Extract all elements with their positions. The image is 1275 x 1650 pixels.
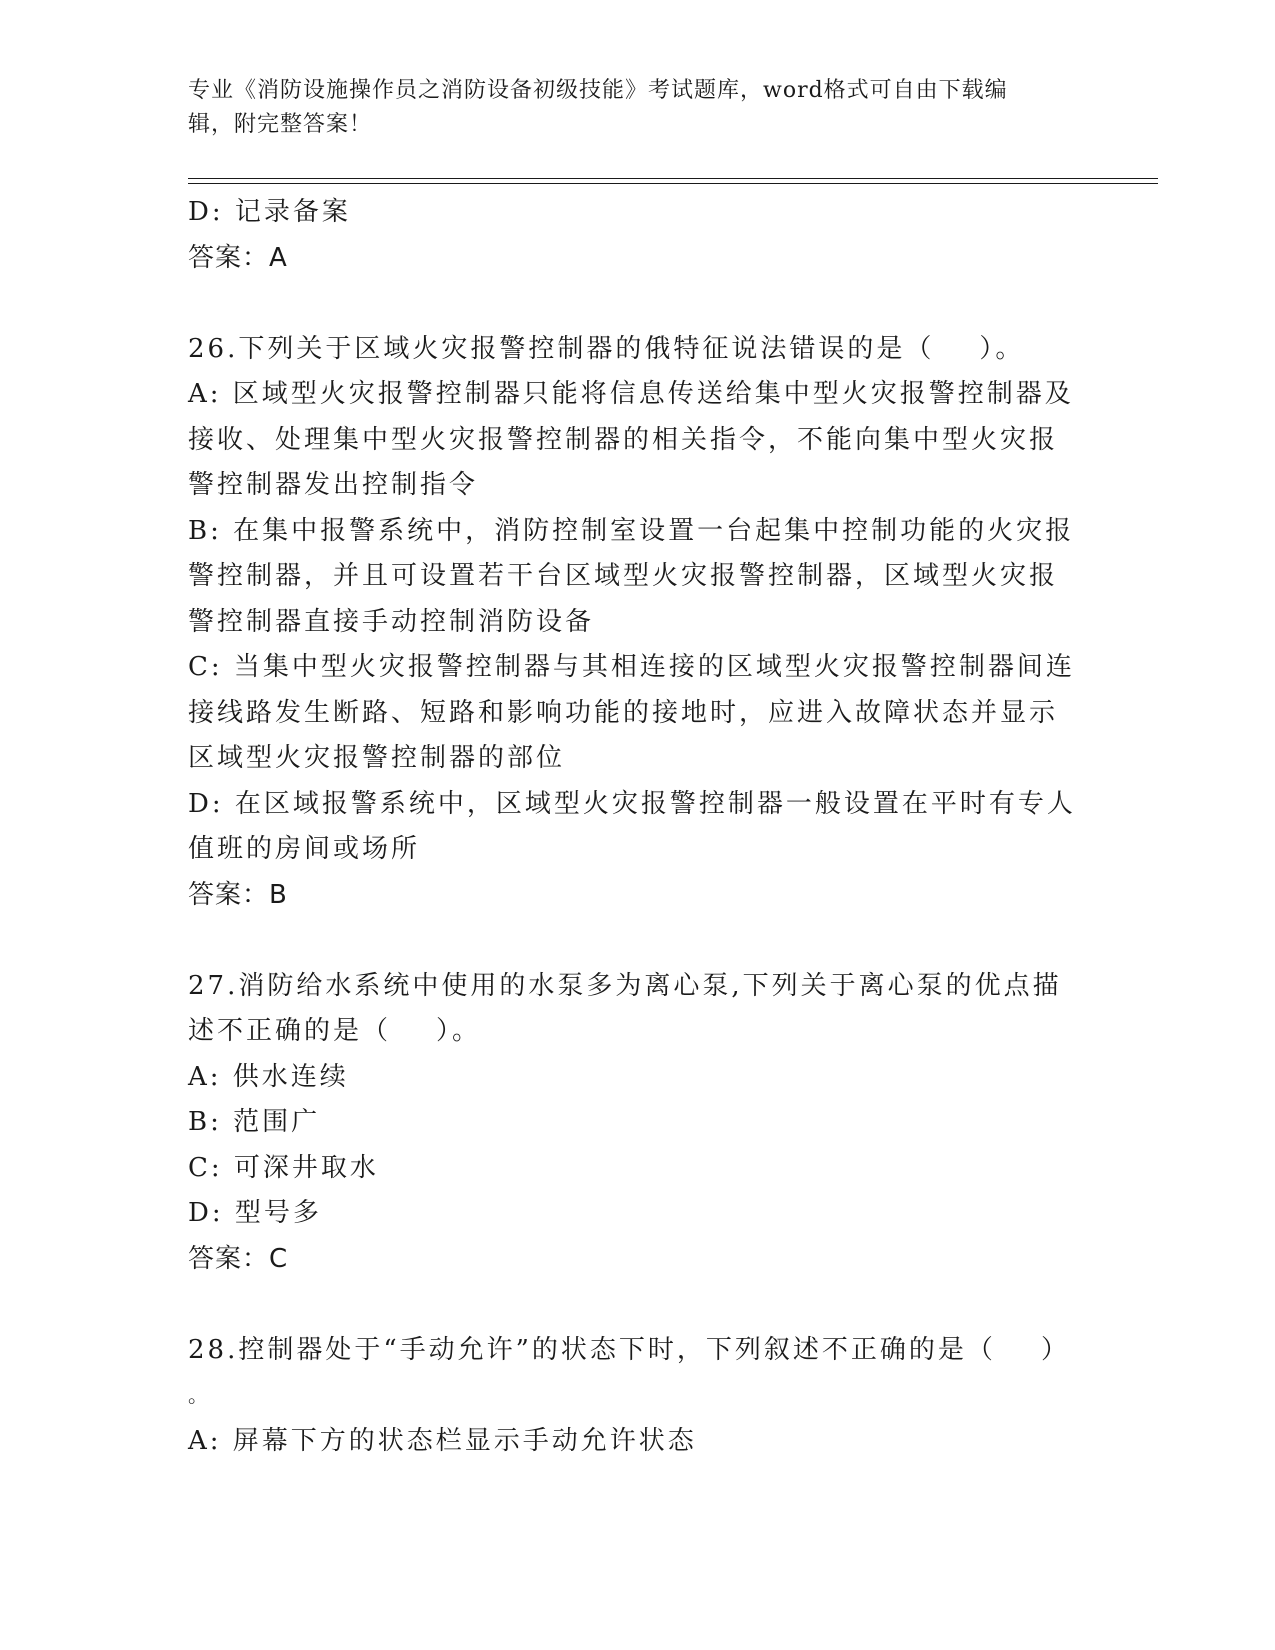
q27-stem-line-1: 27.消防给水系统中使用的水泵多为离心泵,下列关于离心泵的优点描 — [188, 970, 1062, 1001]
header-rule-bottom — [188, 183, 1158, 184]
q26-option-b-line-1: B: 在集中报警系统中，消防控制室设置一台起集中控制功能的火灾报 — [188, 515, 1075, 546]
q26-answer: 答案：B — [188, 879, 288, 910]
q26-option-a-line-3: 警控制器发出控制指令 — [188, 470, 479, 500]
q26-option-c-line-1: C: 当集中型火灾报警控制器与其相连接的区域型火灾报警控制器间连 — [188, 652, 1075, 682]
q26-option-a-line-1: A: 区域型火灾报警控制器只能将信息传送给集中型火灾报警控制器及 — [188, 379, 1074, 409]
q26-option-d-line-1: D: 在区域报警系统中，区域型火灾报警控制器一般设置在平时有专人 — [188, 788, 1076, 819]
q26-option-b-line-3: 警控制器直接手动控制消防设备 — [188, 606, 595, 637]
header-rule-top — [188, 178, 1158, 179]
header-line-1: 专业《消防设施操作员之消防设备初级技能》考试题库，word格式可自由下载编 — [188, 78, 1008, 103]
q26-option-b-line-2: 警控制器，并且可设置若干台区域型火灾报警控制器，区域型火灾报 — [188, 561, 1059, 591]
q27-option-c: C: 可深井取水 — [188, 1152, 379, 1183]
q26-option-c-line-3: 区域型火灾报警控制器的部位 — [188, 743, 566, 773]
spacer — [188, 1282, 1088, 1328]
q28-option-a: A: 屏幕下方的状态栏显示手动允许状态 — [188, 1425, 697, 1456]
q26-option-c-line-2: 接线路发生断路、短路和影响功能的接地时，应进入故障状态并显示 — [188, 697, 1059, 728]
q26-stem: 26.下列关于区域火灾报警控制器的俄特征说法错误的是（ ）。 — [188, 333, 1025, 364]
q27-stem-line-2: 述不正确的是（ ）。 — [188, 1016, 482, 1046]
q27-option-a: A: 供水连续 — [188, 1061, 349, 1092]
question-content — [188, 190, 1088, 1464]
q27-option-d: D: 型号多 — [188, 1198, 322, 1228]
spacer — [188, 918, 1088, 964]
q27-answer: 答案：C — [188, 1243, 289, 1274]
header-line-2: 辑，附完整答案！ — [188, 112, 373, 137]
q27-option-b: B: 范围广 — [188, 1107, 321, 1137]
document-header — [188, 74, 1088, 142]
q26-option-d-line-2: 值班的房间或场所 — [188, 834, 421, 864]
spacer — [188, 281, 1088, 327]
q28-stem-line-2: 。 — [188, 1383, 211, 1407]
q25-option-d: D: 记录备案 — [188, 197, 351, 227]
q28-stem-line-1: 28.控制器处于“手动允许”的状态下时，下列叙述不正确的是（ ） — [188, 1334, 1070, 1365]
q25-answer: 答案：A — [188, 242, 288, 273]
q26-option-a-line-2: 接收、处理集中型火灾报警控制器的相关指令，不能向集中型火灾报 — [188, 424, 1059, 455]
